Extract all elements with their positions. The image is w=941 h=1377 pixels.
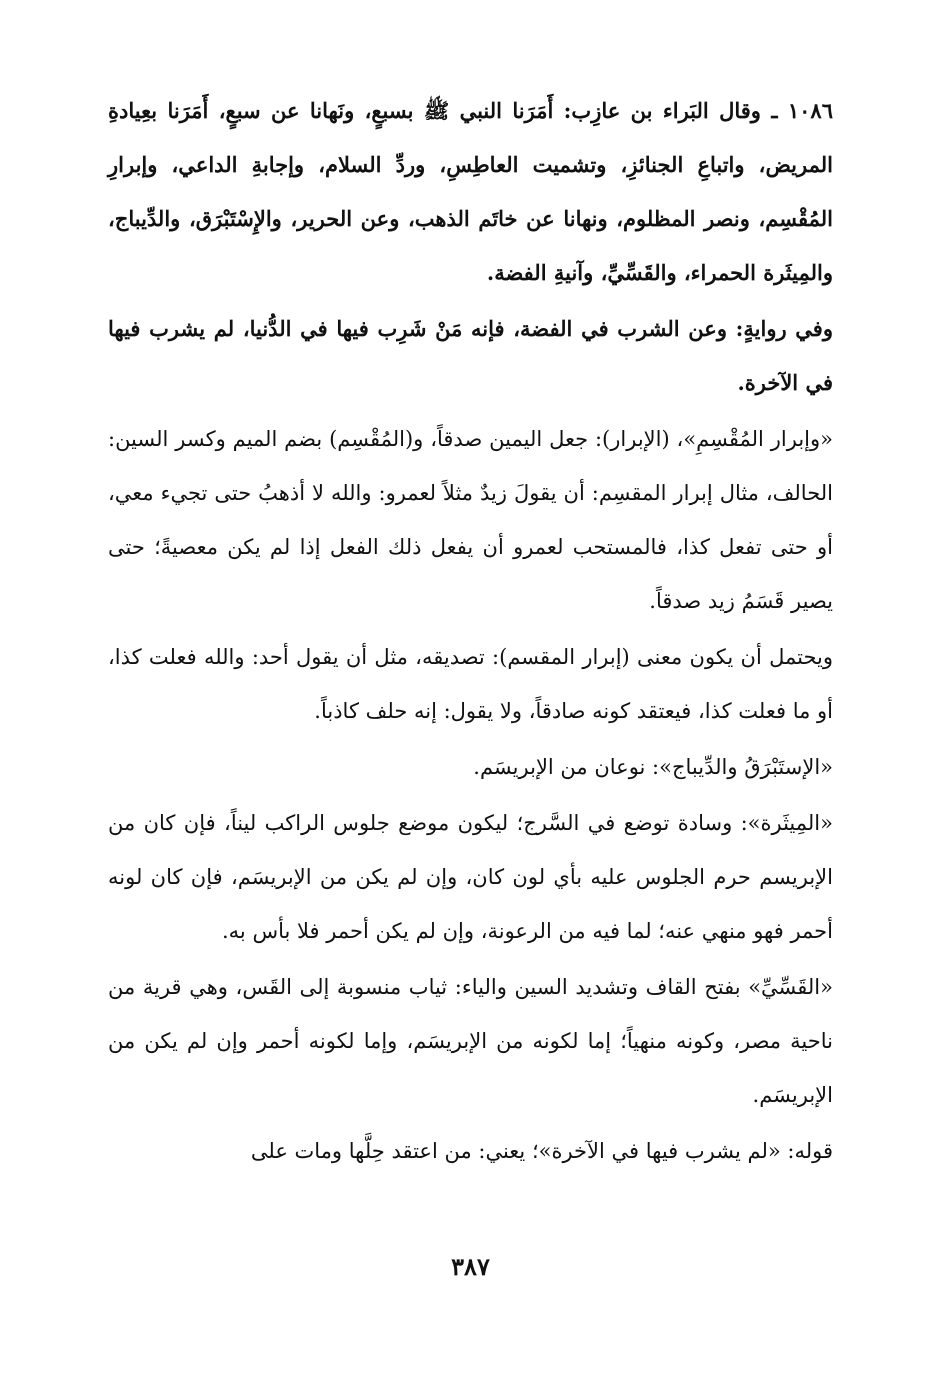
hadith-riwaya: وفي روايةٍ: وعن الشرب في الفضة، فإنه مَنْ شَرِب فيها في الدُّنيا، لم يشرب فيها في الآخرة. — [108, 316, 833, 395]
page-text — [108, 84, 833, 1178]
commentary-paragraph: «الإستَبْرَقُ والدِّيباج»: نوعان من الإبريسَم. — [473, 755, 833, 779]
commentary-paragraph: قوله: «لم يشرب فيها في الآخرة»؛ يعني: من اعتقد حِلَّها ومات على — [250, 1139, 833, 1163]
commentary-paragraph: «وإبرار المُقْسِمِ»، (الإبرار): جعل اليمين صدقاً، و(المُقْسِم) بضم الميم وكسر السين: الحالف، مثال إبرار المقسِم: أن يقولَ زيدٌ مثلاً لعمرو: والله لا أذهبُ حتى تجيء معي، أو حتى تفعل كذا، فالمستحب لعمرو أن يفعل ذلك الفعل إذا لم يكن معصيةً؛ حتى يصير قَسَمُ زيد صدقاً. — [108, 427, 833, 613]
commentary-paragraph: ويحتمل أن يكون معنى (إبرار المقسم): تصديقه، مثل أن يقول أحد: والله فعلت كذا، أو ما فعلت كذا، فيعتقد كونه صادقاً، ولا يقول: إنه حلف كاذباً. — [108, 645, 833, 723]
page-number: ٣٨٧ — [451, 1252, 490, 1281]
commentary-paragraph: «القَسِّيِّ» بفتح القاف وتشديد السين والياء: ثياب منسوبة إلى القَس، وهي قرية من ناحية مصر، وكونه منهياً؛ إما لكونه من الإبريسَم، وإما لكونه أحمر وإن لم يكن من الإبريسَم. — [108, 975, 833, 1107]
hadith-text: ١٠٨٦ ـ وقال البَراء بن عازِب: أَمَرَنا النبي ﷺ بسبعٍ، ونَهانا عن سبعٍ، أَمَرَنا بعِيادةِ المريض، واتباعِ الجنائزِ، وتشميت العاطِسِ، وردِّ السلام، وإجابةِ الداعي، وإبرارِ المُقْسِم، ونصر المظلوم، ونهانا عن خاتَم الذهب، وعن الحرير، والإِسْتَبْرَق، والدِّيباج، والمِيثَرة الحمراء، والقَسِّيِّ، وآنيةِ الفضة. — [108, 98, 833, 285]
commentary-paragraph: «المِيثَرة»: وسادة توضع في السَّرج؛ ليكون موضع جلوس الراكب ليناً، فإن كان من الإبريسم حرم الجلوس عليه بأي لون كان، وإن لم يكن من الإبريسَم، فإن كان لونه أحمر فهو منهي عنه؛ لما فيه من الرعونة، وإن لم يكن أحمر فلا بأس به. — [108, 811, 833, 943]
